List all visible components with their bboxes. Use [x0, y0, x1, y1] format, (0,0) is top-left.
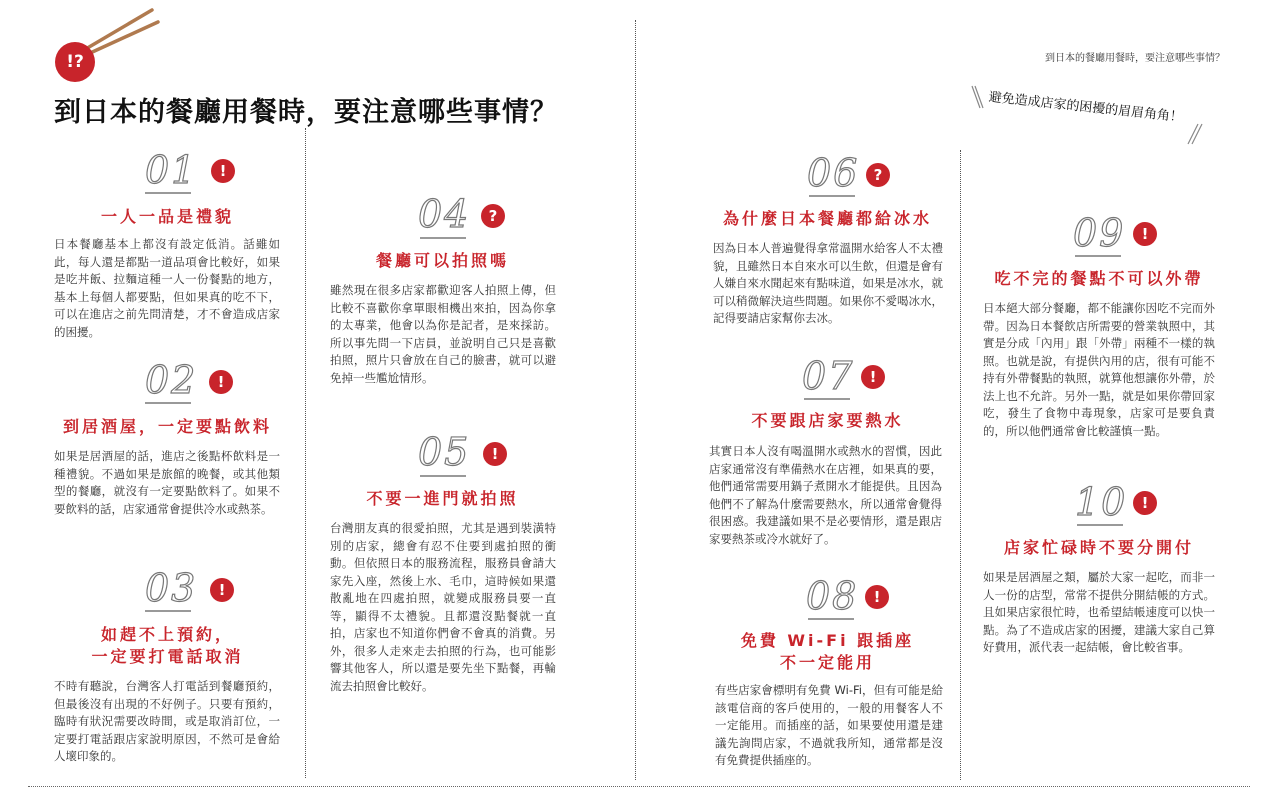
- item-heading: 為什麼日本餐廳都給冰水: [722, 209, 932, 228]
- item-body: 不時有聽說，台灣客人打電話到餐廳預約，但最後沒有出現的不好例子。只要有預約，臨時有狀況需要改時間，或是取消訂位，一定要打電話跟店家說明原因，不然可是會給人壞印象的。: [54, 679, 280, 763]
- question-icon: ?: [866, 163, 890, 187]
- number-underline: [420, 475, 466, 477]
- exclamation-icon: !: [1133, 222, 1157, 246]
- exclamation-icon: !: [209, 370, 233, 394]
- item-number: 03: [145, 566, 198, 610]
- number-underline: [808, 618, 854, 620]
- item-body: 如果是居酒屋的話，進店之後點杯飲料是一種禮貌。不過如果是旅館的晚餐，或其他類型的餐廳，就沒有一定要點飲料了。如果不要飲料的話，店家通常會提供冷水或熱茶。: [54, 449, 280, 516]
- item-number: 01: [145, 148, 198, 192]
- exclamation-icon: !: [211, 159, 235, 183]
- item-heading: 免費 Wi-Fi 跟插座 不一定能用: [740, 631, 915, 672]
- number-underline: [420, 237, 466, 239]
- tagline: 避免造成店家的困擾的眉眉角角！: [988, 89, 1184, 126]
- item-heading: 餐廳可以拍照嗎: [375, 251, 509, 270]
- exclamation-icon: !: [210, 578, 234, 602]
- number-underline: [809, 195, 855, 197]
- item-body: 有些店家會標明有免費 Wi-Fi，但有可能是給該電信商的客戶使用的，一般的用餐客人不一定能用。而插座的話，如果要使用還是建議先詢問店家，不過就我所知，通常都是沒有免費提供插座的。: [715, 683, 943, 767]
- item-body: 日本絕大部分餐廳，都不能讓你因吃不完而外帶。因為日本餐飲店所需要的營業執照中，其實是分成「內用」跟「外帶」兩種不一樣的執照。也就是說，有提供內用的店，很有可能不持有外帶餐點的執照，就算他想讓你外帶，於法上也不允許。另外一點，就是如果你帶回家吃，發生了食物中毒現象，店家可是要負責的，所以他們通常會比較謹慎一點。: [983, 301, 1215, 438]
- column-divider: [635, 20, 636, 780]
- exclamation-icon: !: [865, 585, 889, 609]
- column-divider: [305, 128, 306, 778]
- running-head: 到日本的餐廳用餐時，要注意哪些事情？: [1045, 53, 1225, 64]
- item-heading: 不要一進門就拍照: [366, 489, 519, 508]
- item-heading: 吃不完的餐點不可以外帶: [994, 269, 1204, 288]
- column-divider: [960, 150, 961, 780]
- number-underline: [145, 610, 191, 612]
- number-underline: [145, 192, 191, 194]
- item-number: 07: [802, 354, 855, 398]
- item-number: 08: [806, 574, 859, 618]
- question-icon: ?: [481, 204, 505, 228]
- number-underline: [1075, 255, 1121, 257]
- item-heading: 如趕不上預約， 一定要打電話取消: [91, 625, 244, 666]
- item-body: 因為日本人普遍覺得拿常溫開水給客人不太禮貌，且雖然日本自來水可以生飲，但還是會有人嫌自來水聞起來有點味道，如果是冰水，就可以稍微解決這些問題。如果你不愛喝冰水，記得要請店家幫你去冰。: [713, 241, 943, 325]
- item-number: 10: [1075, 480, 1128, 524]
- item-number: 09: [1073, 211, 1126, 255]
- number-underline: [145, 402, 191, 404]
- item-body: 雖然現在很多店家都歡迎客人拍照上傳，但比較不喜歡你拿單眼相機出來拍，因為你拿的太專業，他會以為你是記者，是來採訪。所以事先問一下店員，並說明自己只是喜歡拍照，照片只會放在自己的臉書，就可以避免掉一些尷尬情形。: [330, 283, 556, 385]
- item-heading: 到居酒屋，一定要點飲料: [62, 417, 272, 436]
- item-number: 04: [418, 192, 471, 236]
- exclamation-icon: !: [1133, 491, 1157, 515]
- chopsticks-icon: [80, 6, 160, 56]
- item-number: 02: [145, 358, 198, 402]
- item-number: 06: [807, 151, 860, 195]
- exclamation-icon: !: [861, 365, 885, 389]
- bottom-divider: [28, 786, 1250, 787]
- item-body: 如果是居酒屋之類，屬於大家一起吃，而非一人一份的店型，常常不提供分開結帳的方式。且如果店家很忙時，也希望結帳速度可以快一點。為了不造成店家的困擾，建議大家自己算好費用，派代表一起結帳，會比較省事。: [983, 570, 1215, 654]
- item-number: 05: [418, 430, 471, 474]
- item-body: 其實日本人沒有喝溫開水或熱水的習慣，因此店家通常沒有準備熱水在店裡，如果真的要，他們通常需要用鍋子煮開水才能提供。且因為他們不了解為什麼需要熱水，所以通常會覺得很困惑。我建議如果不是必要情形，還是跟店家要熱茶或冷水就好了。: [709, 444, 942, 546]
- slash-left-icon: [970, 84, 984, 112]
- item-heading: 一人一品是禮貌: [100, 207, 234, 226]
- item-body: 日本餐廳基本上都沒有設定低消。話雖如此，每人還是都點一道品項會比較好，如果是吃丼飯、拉麵這種一人一份餐點的地方，基本上每個人都要點，但如果真的吃不下，可以在進店之前先問清楚，才不會造成店家的困擾。: [54, 237, 280, 339]
- slash-right-icon: [1186, 120, 1206, 146]
- item-heading: 店家忙碌時不要分開付: [1003, 538, 1194, 557]
- number-underline: [1077, 524, 1123, 526]
- exclamation-icon: !: [483, 442, 507, 466]
- item-body: 台灣朋友真的很愛拍照，尤其是遇到裝潢特別的店家，總會有忍不住要到處拍照的衝動。但依照日本的服務流程，服務員會請大家先入座，然後上水、毛巾，這時候如果還散亂地在四處拍照，就變成服務員要一直等，顯得不太禮貌。且都還沒點餐就一直拍，店家也不知道你們會不會真的消費。另外，很多人走來走去拍照的行為，也可能影響其他客人，所以還是要先坐下點餐，再輪流去拍照會比較好。: [330, 521, 556, 693]
- item-heading: 不要跟店家要熱水: [751, 411, 904, 430]
- number-underline: [804, 398, 850, 400]
- page-title: 到日本的餐廳用餐時，要注意哪些事情？: [54, 97, 558, 128]
- logo-badge: !?: [55, 42, 95, 82]
